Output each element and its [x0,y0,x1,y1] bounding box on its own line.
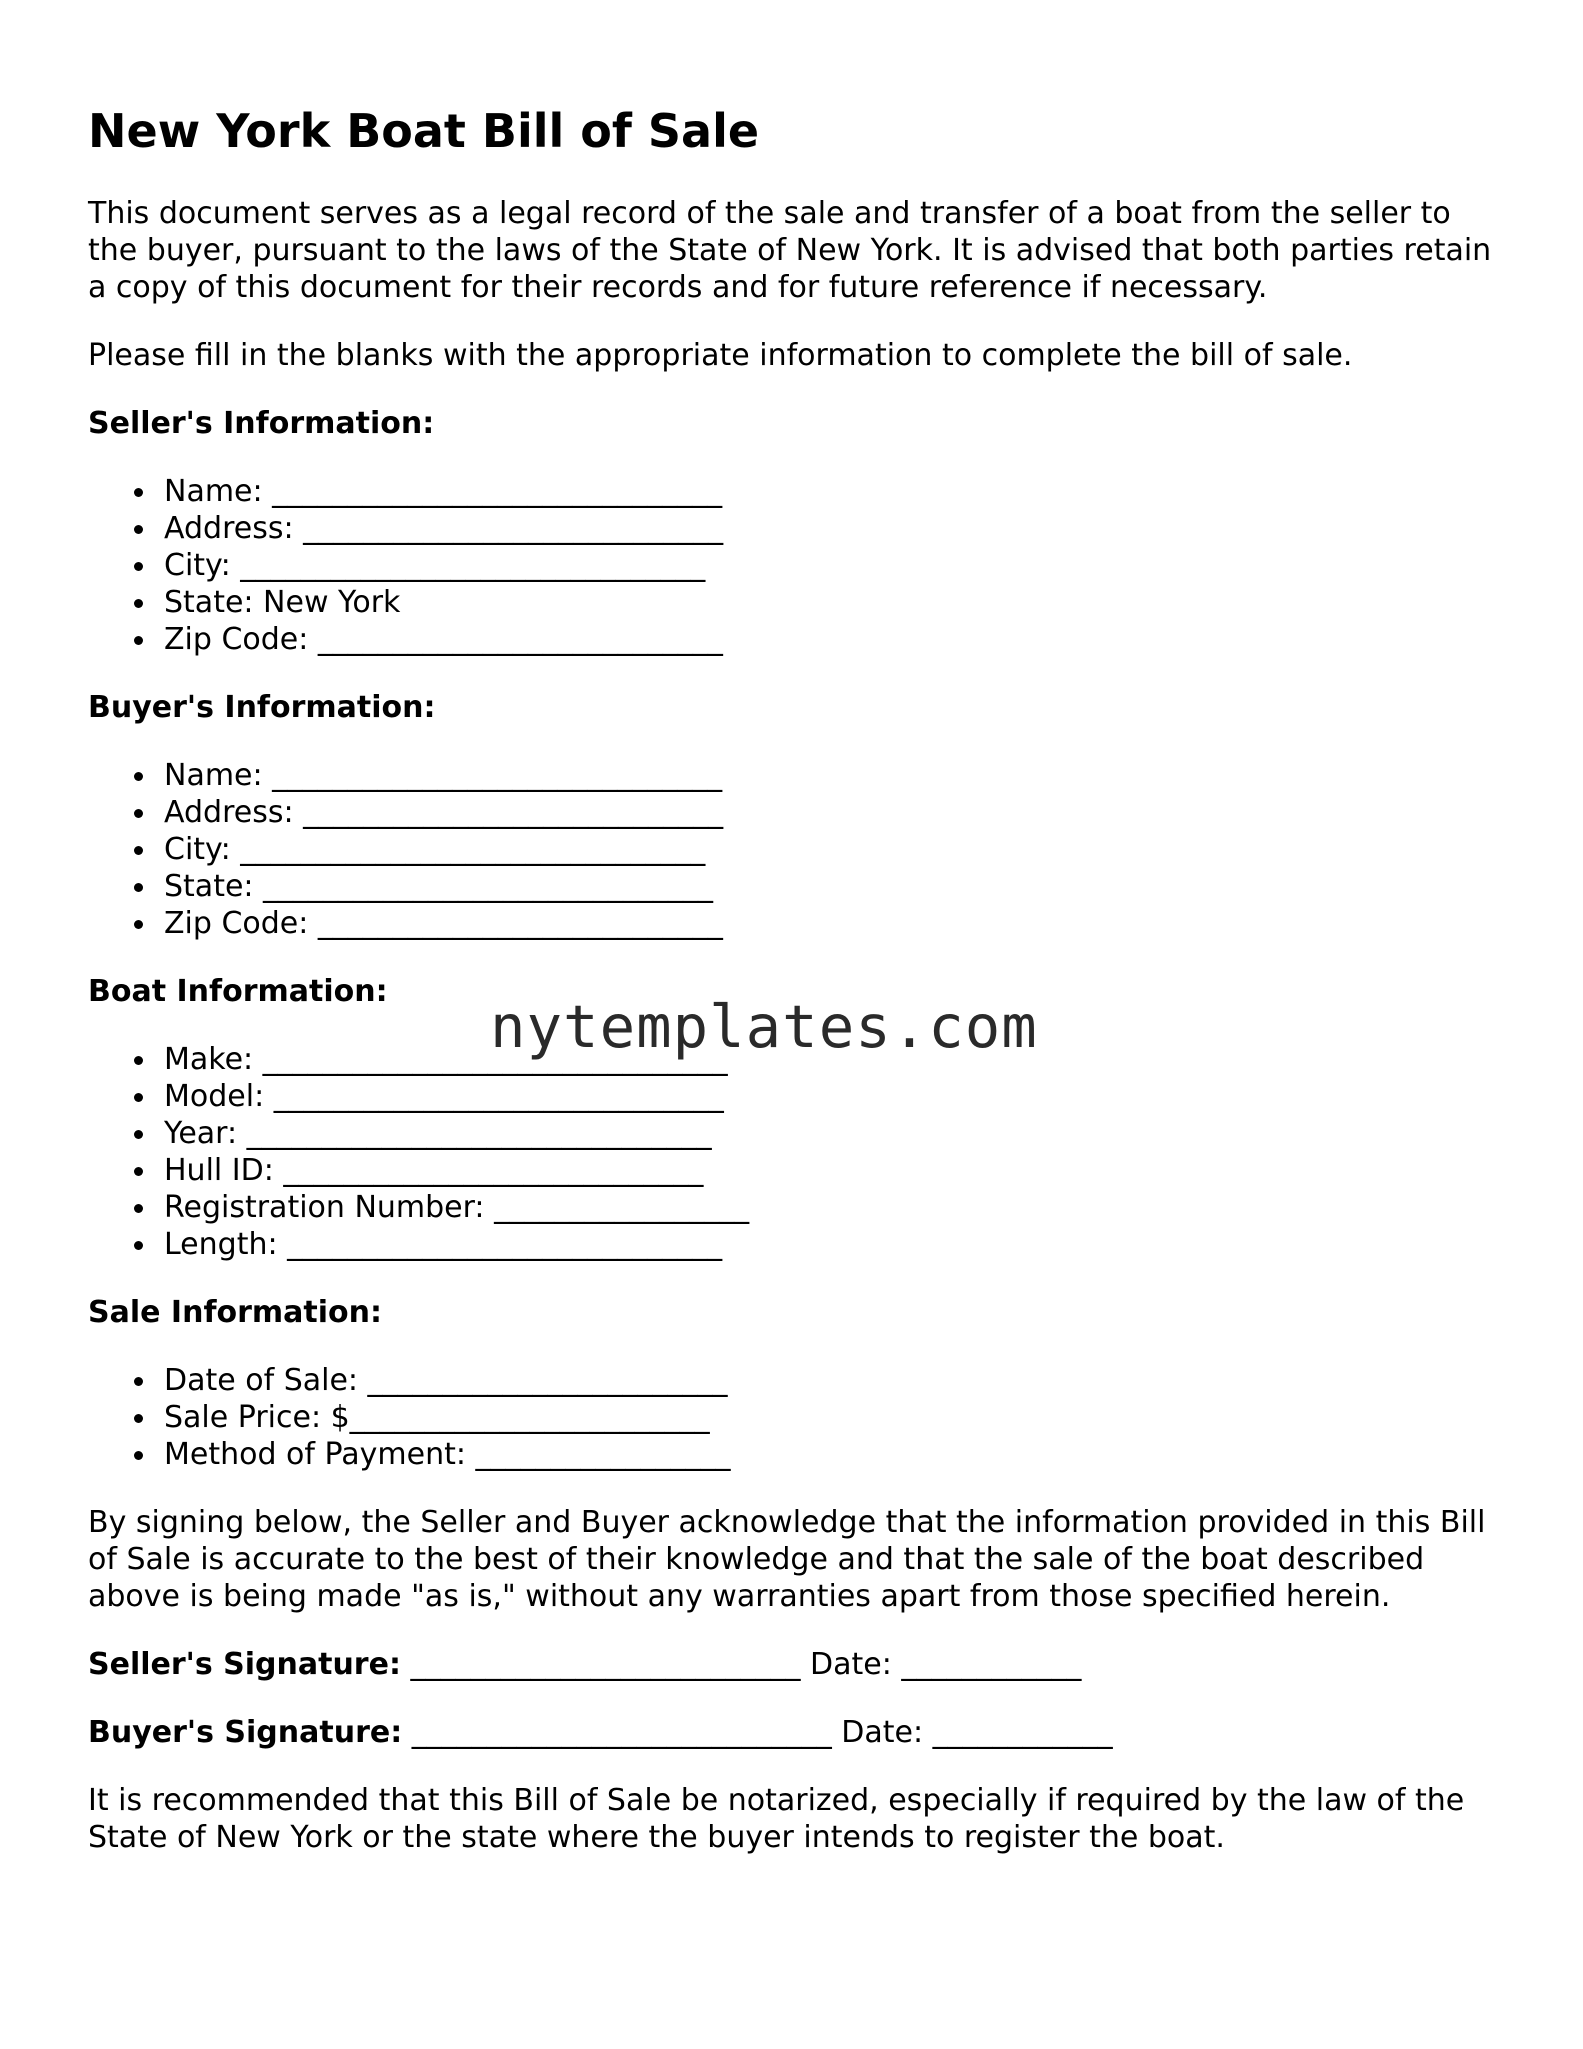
buyer-heading: Buyer's Information: [88,690,436,726]
buyer-signature-line [88,1714,1508,1751]
boat-make-field: Make: _______________________________ [164,1041,1508,1078]
sale-price-field: Sale Price: $________________________ [164,1399,1508,1436]
seller-signature-line [88,1646,1508,1683]
boat-registration-field: Registration Number: _________________ [164,1189,1508,1226]
buyer-address-field: Address: ____________________________ [164,794,1508,831]
buyer-state-field: State: ______________________________ [164,868,1508,905]
buyer-signature-label: Buyer's Signature: [88,1715,403,1751]
seller-zip-field: Zip Code: ___________________________ [164,621,1508,658]
boat-year-field: Year: _______________________________ [164,1115,1508,1152]
boat-model-field: Model: ______________________________ [164,1078,1508,1115]
buyer-zip-field: Zip Code: ___________________________ [164,905,1508,942]
buyer-signature-blank: ____________________________ Date: ____________ [402,1715,1113,1751]
seller-state-field: State: New York [164,584,1508,621]
sale-payment-method-field: Method of Payment: _________________ [164,1436,1508,1473]
notarization-paragraph: It is recommended that this Bill of Sale be notarized, especially if required by the law of the State of New York or the state where the buyer intends to register the boat. [88,1783,1465,1856]
intro-paragraph: This document serves as a legal record of the sale and transfer of a boat from the seller to the buyer, pursuant to the laws of the State of New York. It is advised that both parties retain a copy of this document for their records and for future reference if necessary. [88,196,1492,306]
boat-list [88,1041,1508,1263]
buyer-list [88,757,1508,942]
boat-heading: Boat Information: [88,974,388,1010]
seller-name-field: Name: ______________________________ [164,473,1508,510]
sale-date-field: Date of Sale: ________________________ [164,1362,1508,1399]
seller-list [88,473,1508,658]
boat-length-field: Length: _____________________________ [164,1226,1508,1263]
sale-heading: Sale Information: [88,1295,382,1331]
buyer-name-field: Name: ______________________________ [164,757,1508,794]
seller-city-field: City: _______________________________ [164,547,1508,584]
seller-address-field: Address: ____________________________ [164,510,1508,547]
acknowledgement-paragraph: By signing below, the Seller and Buyer acknowledge that the information provided in this Bill of Sale is accurate to the best of their knowledge and that the sale of the boat described above is being made "as is," without any warranties apart from those specified herein. [88,1505,1486,1615]
boat-hull-id-field: Hull ID: ____________________________ [164,1152,1508,1189]
seller-signature-blank: __________________________ Date: ____________ [400,1647,1082,1683]
instructions-paragraph: Please fill in the blanks with the appropriate information to complete the bill of sale. [88,338,1353,374]
seller-signature-label: Seller's Signature: [88,1647,401,1683]
seller-heading: Seller's Information: [88,406,435,442]
sale-list [88,1362,1508,1473]
buyer-city-field: City: _______________________________ [164,831,1508,868]
watermark-text: nytemplates.com [490,992,1038,1061]
document-title: New York Boat Bill of Sale [88,104,760,158]
